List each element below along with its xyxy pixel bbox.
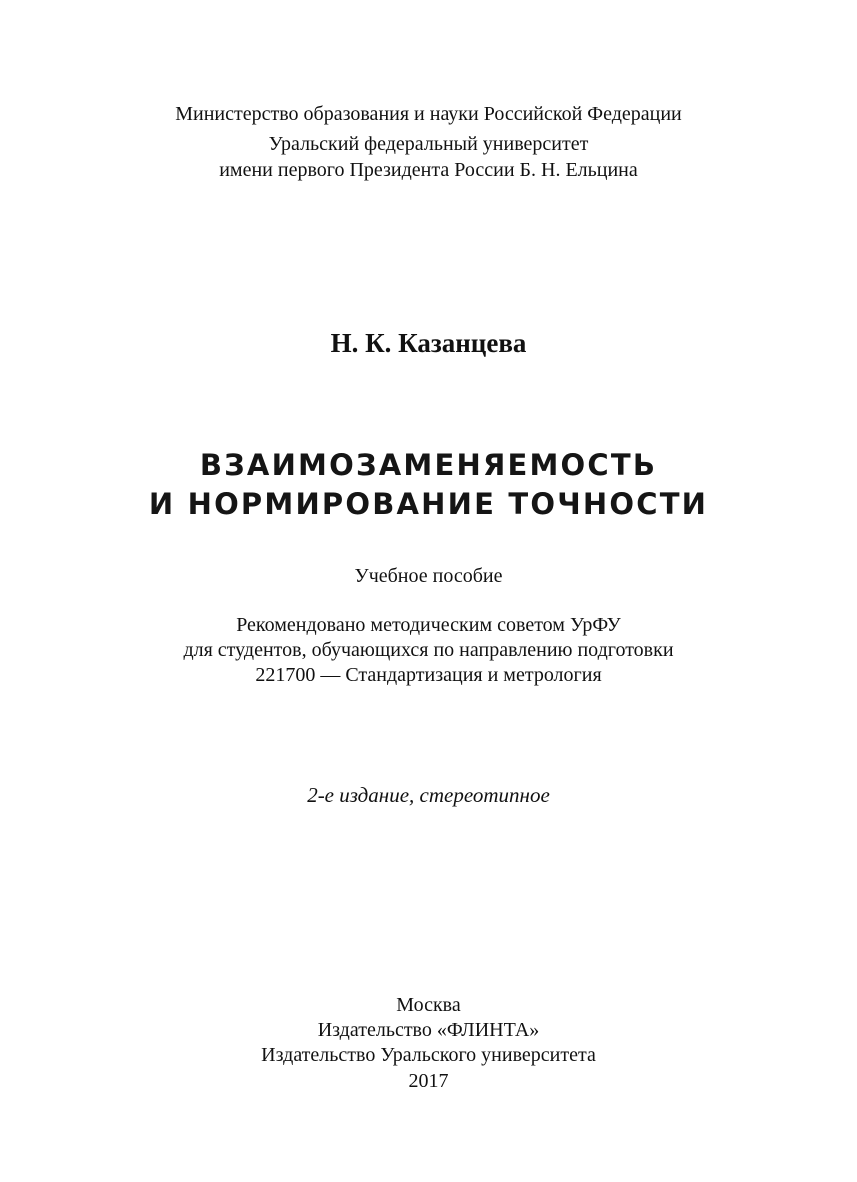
imprint-year: 2017: [408, 1070, 449, 1092]
book-title-line-1: ВЗАИМОЗАМЕНЯЕМОСТЬ: [199, 448, 658, 482]
author-name: Н. К. Казанцева: [330, 328, 527, 358]
book-title-line-2: И НОРМИРОВАНИЕ ТОЧНОСТИ: [148, 487, 709, 521]
recommendation-line-1: Рекомендовано методическим советом УрФУ: [236, 614, 621, 636]
university-line-1: Уральский федеральный университет: [268, 133, 589, 155]
recommendation-line-3: 221700 — Стандартизация и метрология: [255, 664, 602, 686]
book-type: Учебное пособие: [354, 565, 503, 587]
recommendation-line-2: для студентов, обучающихся по направлению подготовки: [183, 639, 674, 661]
edition-note: 2-е издание, стереотипное: [307, 783, 550, 807]
imprint-publisher-1: Издательство «ФЛИНТА»: [317, 1019, 540, 1041]
university-line-2: имени первого Президента России Б. Н. Ельцина: [219, 159, 638, 181]
imprint-publisher-2: Издательство Уральского университета: [261, 1044, 596, 1066]
ministry-line: Министерство образования и науки Российской Федерации: [175, 103, 682, 125]
imprint-city: Москва: [396, 994, 461, 1016]
